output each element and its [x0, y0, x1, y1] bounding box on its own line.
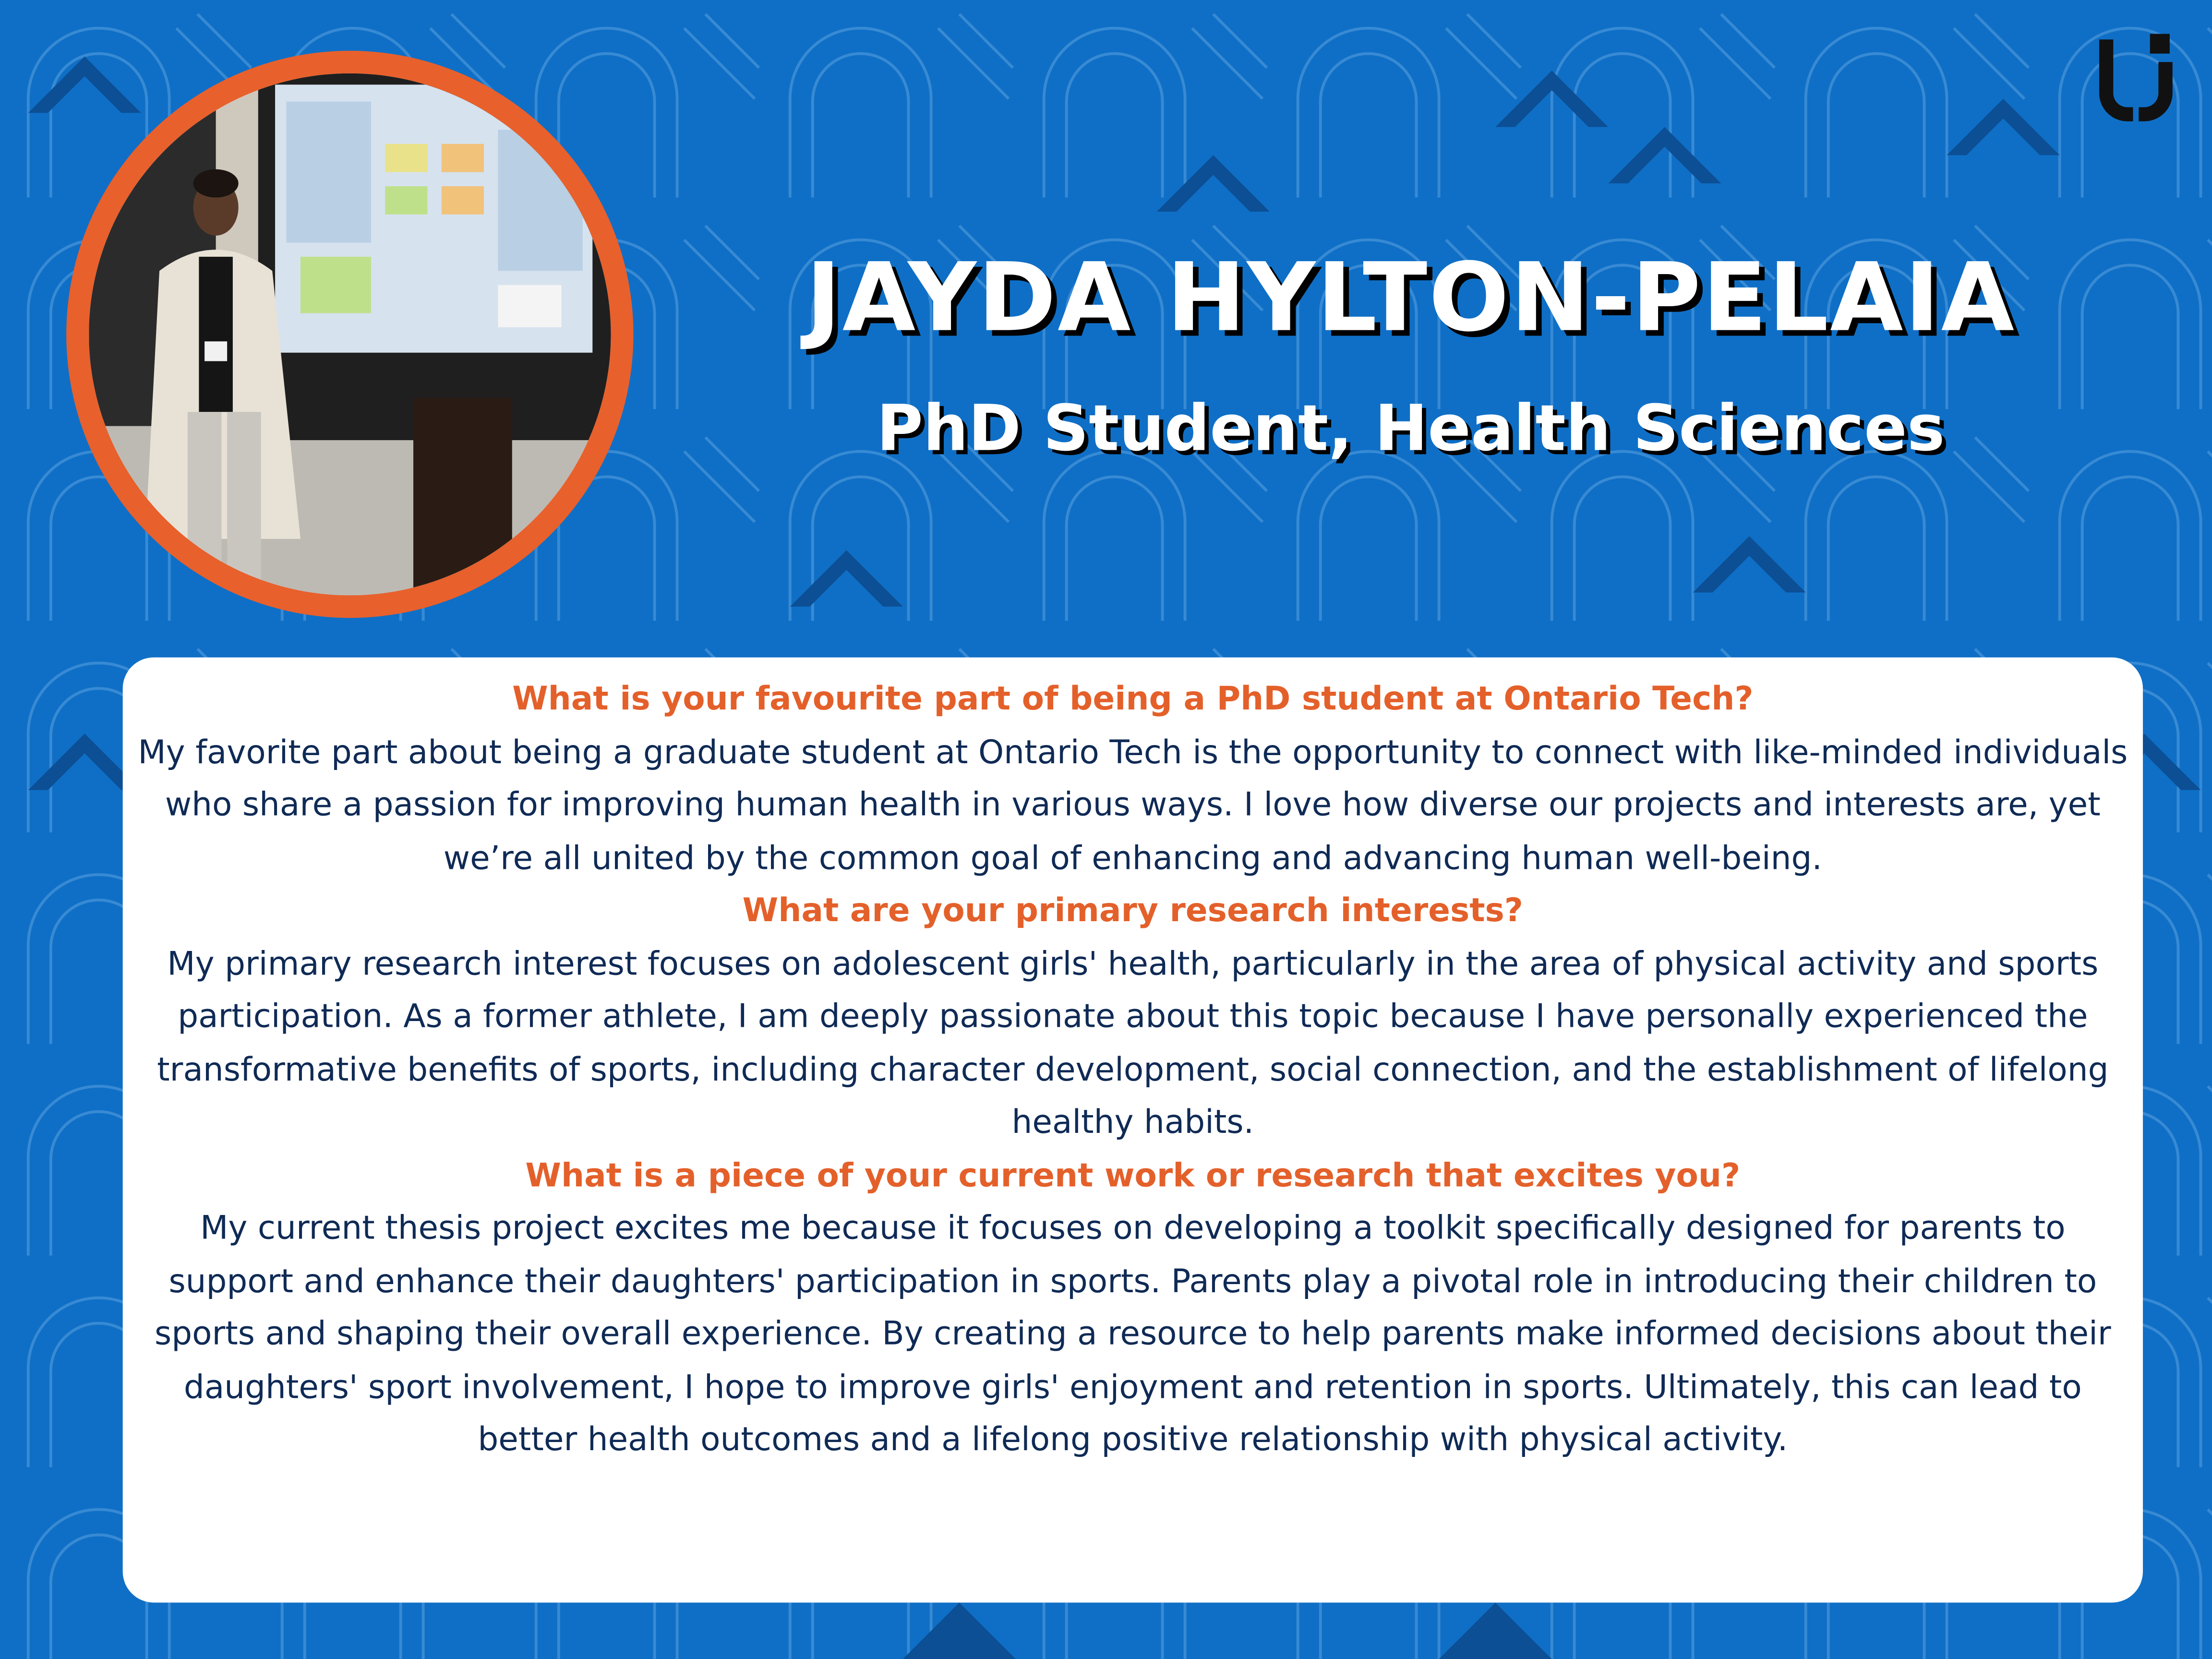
person-name: JAYDA HYLTON-PELAIA — [805, 242, 2016, 353]
ontario-tech-logo-icon — [2091, 28, 2181, 127]
question-2: What are your primary research interests? — [742, 893, 1524, 930]
person-portrait-photo-icon — [89, 73, 611, 595]
profile-photo — [89, 73, 611, 595]
answer-1: My favorite part about being a graduate student at Ontario Tech is the opportunity to connect with like-minded individuals who share a passion for improving human health in various ways. I love how diverse our projects and interests are, yet we’re all united by the common goal of enhancing and advancing human well-being. — [138, 734, 2128, 877]
question-1: What is your favourite part of being a PhD student at Ontario Tech? — [512, 681, 1754, 718]
answer-2: My primary research interest focuses on adolescent girls' health, particularly in the area of physical activity and sports participation. As a former athlete, I am deeply passionate about this topic because I have personally experienced the transformative benefits of sports, including character development, social connection, and the establishment of lifelong healthy habits. — [157, 946, 2109, 1142]
photo-frame — [66, 51, 633, 618]
qa-card — [123, 657, 2143, 1602]
question-3: What is a piece of your current work or research that excites you? — [525, 1157, 1741, 1194]
person-title: PhD Student, Health Sciences — [877, 391, 1945, 466]
answer-3: My current thesis project excites me because it focuses on developing a toolkit specifically designed for parents to support and enhance their daughters' participation in sports. Parents play a pivotal role in introducing their children to sports and shaping their overall experience. By creating a resource to help parents make informed decisions about their daughters' sport involvement, I hope to improve girls' enjoyment and retention in sports. Ultimately, this can lead to better health outcomes and a lifelong positive relationship with physical activity. — [155, 1210, 2111, 1459]
